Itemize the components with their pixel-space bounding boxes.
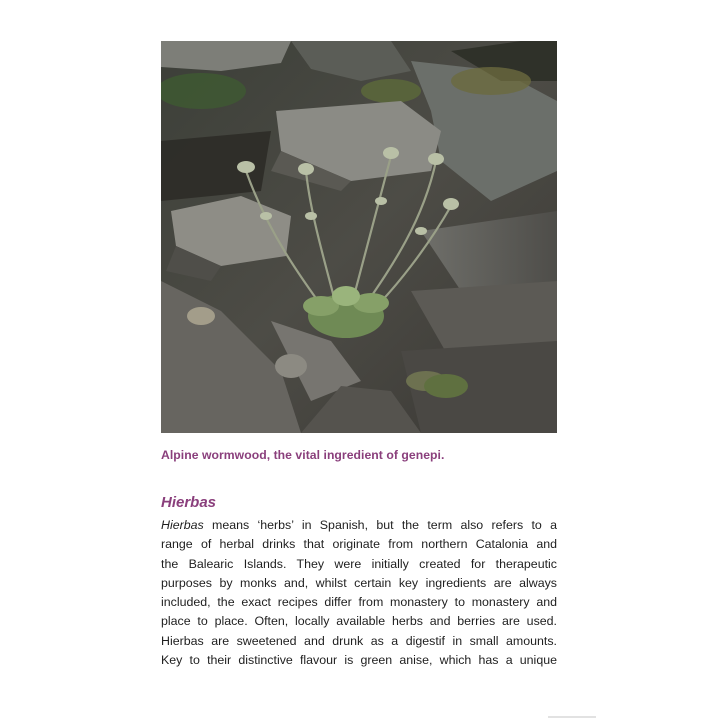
italic-term: Hierbas: [161, 518, 204, 532]
body-line-2: range of herbal drinks that originate from northern Catalonia and: [161, 537, 557, 552]
photo-caption: Alpine wormwood, the vital ingredient of genepi.: [161, 448, 445, 462]
body-line-7: Hierbas are sweetened and drunk as a digestif in small amounts.: [161, 633, 557, 648]
body-line-8: Key to their distinctive flavour is green anise, which has a unique: [161, 653, 557, 668]
body-line-4: purposes by monks and, whilst certain key ingredients are always: [161, 575, 557, 590]
body-line-1: Hierbas means ‘herbs’ in Spanish, but the term also refers to a: [161, 518, 557, 532]
page-edge-mark: [548, 716, 596, 718]
body-line-3: the Balearic Islands. They were initially created for therapeutic: [161, 556, 557, 571]
section-body: [161, 516, 557, 670]
section-heading: Hierbas: [161, 494, 217, 511]
body-line-6: place to place. Often, locally available herbs and berries are used.: [161, 614, 557, 629]
rock-plant-illustration: [161, 41, 557, 433]
alpine-wormwood-photo: [161, 41, 557, 433]
body-line-5: included, the exact recipes differ from monastery to monastery and: [161, 595, 557, 610]
